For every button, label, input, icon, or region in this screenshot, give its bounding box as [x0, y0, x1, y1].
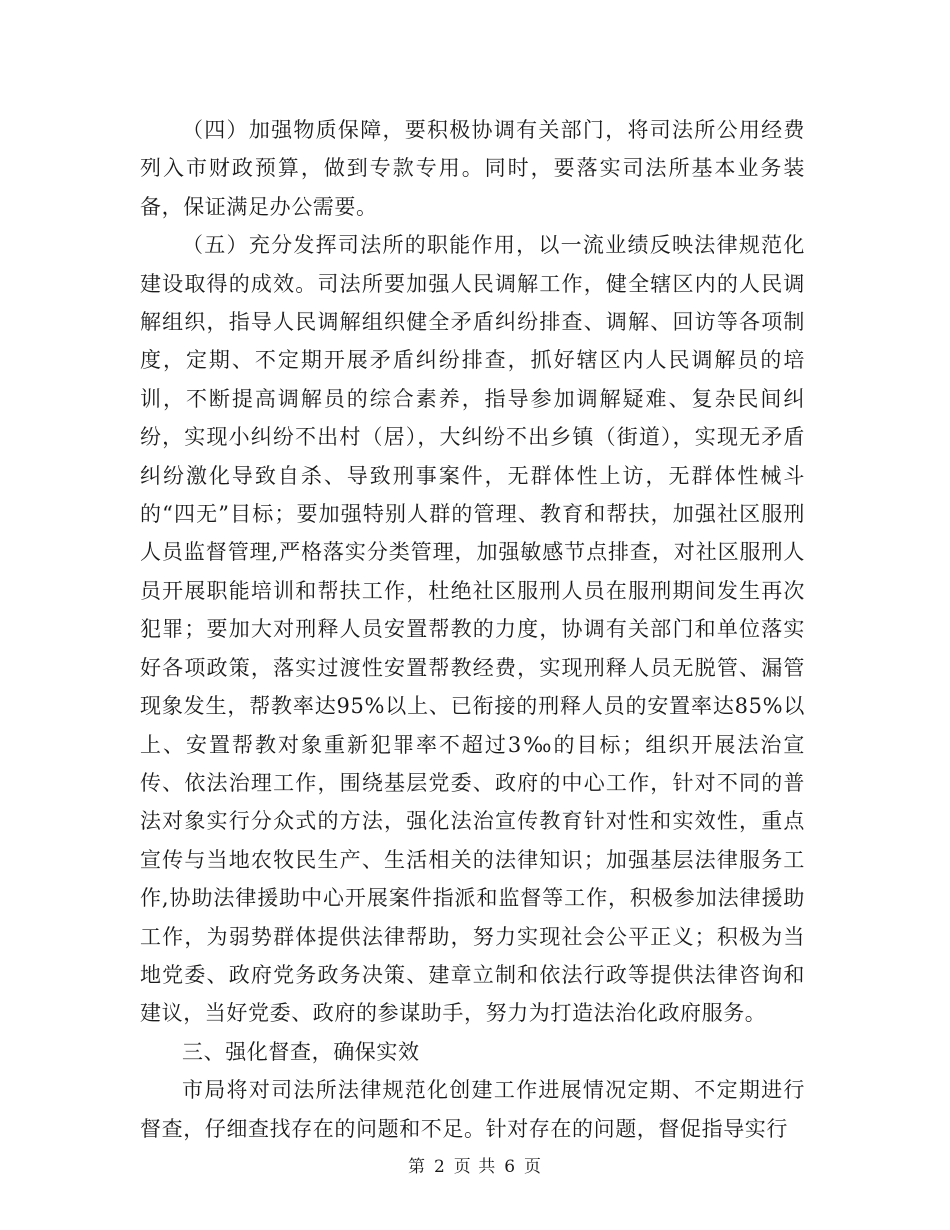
document-body	[140, 111, 805, 1148]
footer-total-pages: 6	[504, 1157, 517, 1177]
footer-page-number: 2	[433, 1157, 446, 1177]
section-heading: 三、强化督查，确保实效	[182, 1039, 420, 1064]
footer-prefix: 第	[407, 1157, 426, 1177]
paragraph-judicial-functions: （五）充分发挥司法所的职能作用，以一流业绩反映法律规范化建设取得的成效。司法所要加强人民调解工作，健全辖区内的人民调解组织，指导人民调解组织健全矛盾纠纷排查、调解、回访等各项制度，定期、不定期开展矛盾纠纷排查，抓好辖区内人民调解员的培训，不断提高调解员的综合素养，指导参加调解疑难、复杂民间纠纷，实现小纠纷不出村（居），大纠纷不出乡镇（街道），实现无矛盾纠纷激化导致自杀、导致刑事案件，无群体性上访，无群体性械斗的“四无”目标；要加强特别人群的管理、教育和帮扶，加强社区服刑人员监督管理,严格落实分类管理，加强敏感节点排查，对社区服刑人员开展职能培训和帮扶工作，杜绝社区服刑人员在服刑期间发生再次犯罪；要加大对刑释人员安置帮教的力度，协调有关部门和单位落实好各项政策，落实过渡性安置帮教经费，实现刑释人员无脱管、漏管现象发生，帮教率达95%以上、已衔接的刑释人员的安置率达85%以上、安置帮教对象重新犯罪率不超过3‰的目标；组织开展法治宣传、依法治理工作，围绕基层党委、政府的中心工作，针对不同的普法对象实行分众式的方法，强化法治宣传教育针对性和实效性，重点宣传与当地农牧民生产、生活相关的法律知识；加强基层法律服务工作,协助法律援助中心开展案件指派和监督等工作，积极参加法律援助工作，为弱势群体提供法律帮助，努力实现社会公平正义；积极为当地党委、政府党务政务决策、建章立制和依法行政等提供法律咨询和建议，当好党委、政府的参谋助手，努力为打造法治化政府服务。	[140, 233, 805, 1026]
footer-middle: 页 共	[453, 1157, 497, 1177]
paragraph-material-support: （四）加强物质保障，要积极协调有关部门，将司法所公用经费列入市财政预算，做到专款专用。同时，要落实司法所基本业务装备，保证满足办公需要。	[140, 118, 805, 219]
paragraph-supervision: 市局将对司法所法律规范化创建工作进展情况定期、不定期进行督查，仔细查找存在的问题和不足。针对存在的问题，督促指导实行	[140, 1078, 805, 1141]
page-footer	[0, 1152, 950, 1177]
footer-suffix: 页	[524, 1157, 543, 1177]
